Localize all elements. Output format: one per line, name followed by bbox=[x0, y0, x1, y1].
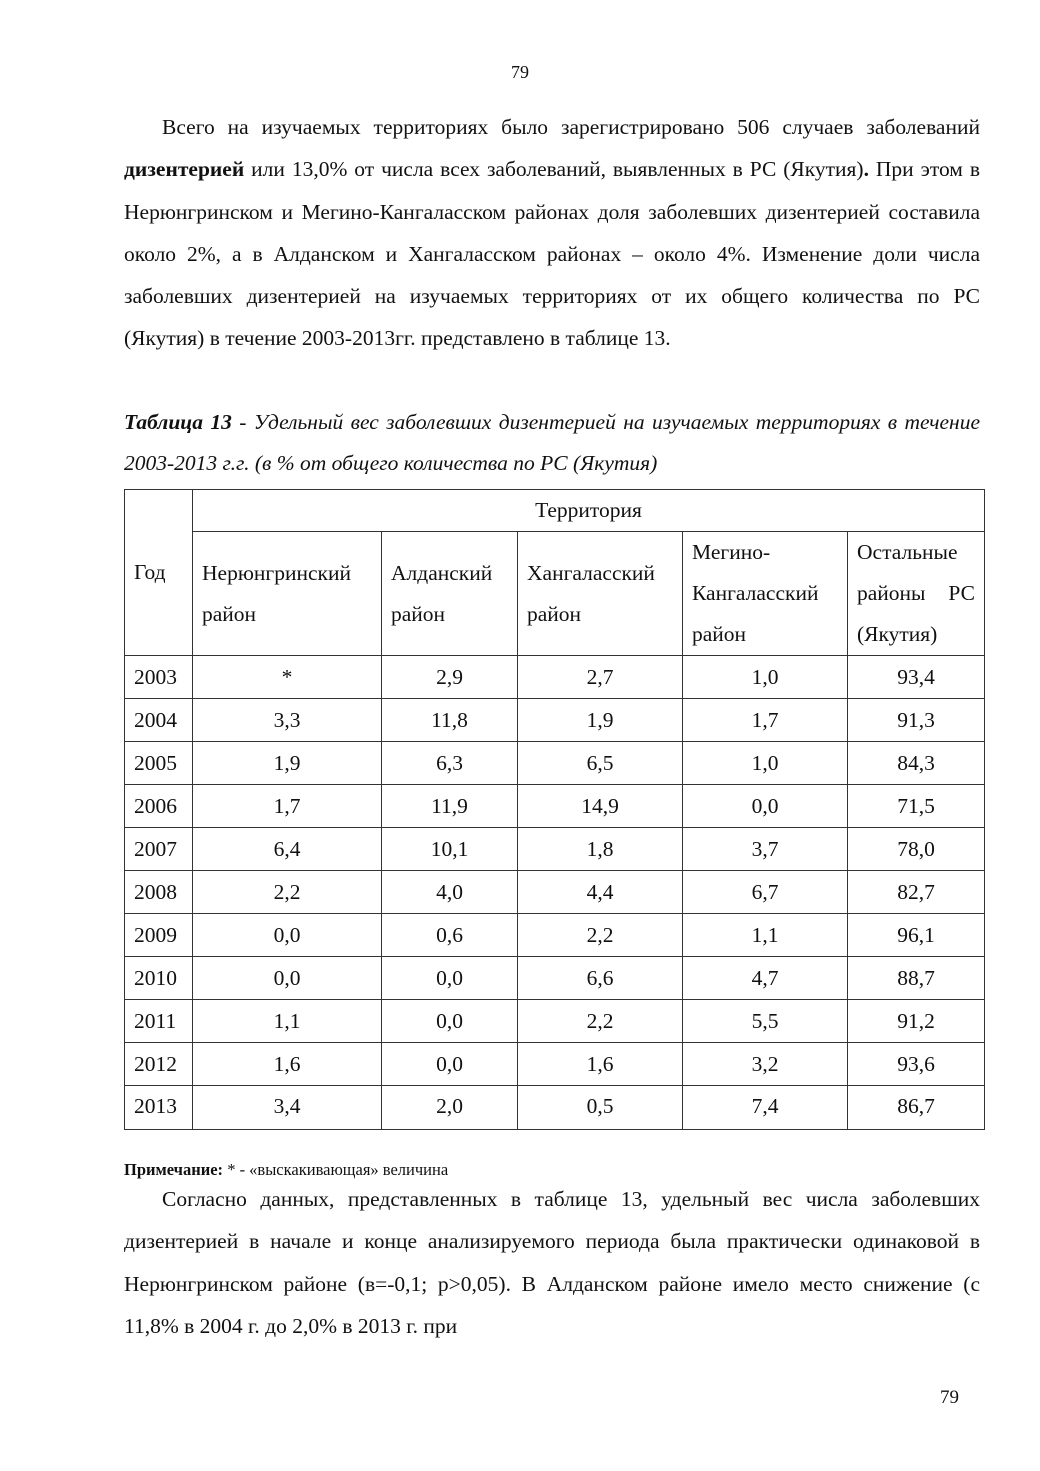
value-cell: 1,6 bbox=[193, 1043, 382, 1086]
table-note bbox=[124, 1160, 448, 1180]
value-cell: 96,1 bbox=[848, 914, 985, 957]
value-cell: 6,3 bbox=[382, 742, 518, 785]
value-cell: 14,9 bbox=[518, 785, 683, 828]
year-cell: 2009 bbox=[125, 914, 193, 957]
page-number-top: 79 bbox=[511, 62, 529, 82]
page-number-bottom: 79 bbox=[940, 1387, 959, 1408]
value-cell: 86,7 bbox=[848, 1086, 985, 1130]
value-cell: 1,7 bbox=[683, 699, 848, 742]
paragraph-analysis bbox=[124, 1178, 980, 1347]
value-cell: 71,5 bbox=[848, 785, 985, 828]
table-row bbox=[125, 957, 985, 1000]
value-cell: 1,0 bbox=[683, 742, 848, 785]
value-cell: 1,9 bbox=[193, 742, 382, 785]
year-cell: 2011 bbox=[125, 1000, 193, 1043]
value-cell: 1,9 bbox=[518, 699, 683, 742]
value-cell: 2,2 bbox=[518, 1000, 683, 1043]
value-cell: 0,0 bbox=[193, 914, 382, 957]
value-cell: 91,3 bbox=[848, 699, 985, 742]
table-row bbox=[125, 656, 985, 699]
year-cell: 2013 bbox=[125, 1086, 193, 1130]
value-cell: 1,1 bbox=[193, 1000, 382, 1043]
table-row bbox=[125, 828, 985, 871]
table-note-label: Примечание: bbox=[124, 1160, 224, 1179]
value-cell: 0,0 bbox=[382, 1043, 518, 1086]
value-cell: 3,3 bbox=[193, 699, 382, 742]
value-cell: 6,7 bbox=[683, 871, 848, 914]
table-note-text: * - «выскакивающая» величина bbox=[223, 1160, 449, 1179]
territory-header: Территория bbox=[193, 490, 985, 532]
value-cell: 6,4 bbox=[193, 828, 382, 871]
value-cell: 2,0 bbox=[382, 1086, 518, 1130]
value-cell: 2,7 bbox=[518, 656, 683, 699]
value-cell: 1,0 bbox=[683, 656, 848, 699]
value-cell: 11,9 bbox=[382, 785, 518, 828]
year-cell: 2004 bbox=[125, 699, 193, 742]
column-header-megino-kangalas: Мегино-Кангаласский район bbox=[683, 532, 848, 656]
value-cell: 3,2 bbox=[683, 1043, 848, 1086]
year-cell: 2012 bbox=[125, 1043, 193, 1086]
table-row bbox=[125, 1000, 985, 1043]
value-cell: 0,0 bbox=[382, 1000, 518, 1043]
value-cell: 1,6 bbox=[518, 1043, 683, 1086]
year-cell: 2005 bbox=[125, 742, 193, 785]
table-caption-text: - Удельный вес заболевших дизентерией на изучаемых территориях в течение 2003-2013 г.г. (в % от общего количества по РС (Якутия) bbox=[124, 410, 981, 475]
table-row bbox=[125, 742, 985, 785]
value-cell: 82,7 bbox=[848, 871, 985, 914]
column-header-neryungri: Нерюнгринский район bbox=[193, 532, 382, 656]
year-cell: 2006 bbox=[125, 785, 193, 828]
paragraph-analysis-text: Согласно данных, представленных в таблице 13, удельный вес числа заболевших дизентерией в начале и конце анализируемого периода была практически одинаковой в Нерюнгринском районе (в=-0,1; р>0,05). В Алданском районе имело место снижение (с 11,8% в 2004 г. до 2,0% в 2013 г. при bbox=[124, 1187, 980, 1338]
value-cell: 5,5 bbox=[683, 1000, 848, 1043]
value-cell: 0,0 bbox=[683, 785, 848, 828]
value-cell: 0,0 bbox=[382, 957, 518, 1000]
value-cell: 0,6 bbox=[382, 914, 518, 957]
value-cell: 0,5 bbox=[518, 1086, 683, 1130]
year-cell: 2003 bbox=[125, 656, 193, 699]
data-table bbox=[124, 489, 985, 1130]
value-cell: 4,4 bbox=[518, 871, 683, 914]
value-cell: 6,5 bbox=[518, 742, 683, 785]
paragraph-intro-text-2: или 13,0% от числа всех заболеваний, выявленных в РС (Якутия) bbox=[244, 157, 864, 182]
value-cell: 2,2 bbox=[518, 914, 683, 957]
table-caption-label: Таблица 13 bbox=[124, 410, 232, 434]
paragraph-intro-text-1: Всего на изучаемых территориях было зарегистрировано 506 случаев заболеваний bbox=[162, 115, 980, 139]
column-header-khangalas: Хангаласский район bbox=[518, 532, 683, 656]
paragraph-intro-bold-1: дизентерией bbox=[124, 157, 245, 182]
value-cell: 2,9 bbox=[382, 656, 518, 699]
table-row bbox=[125, 914, 985, 957]
year-header: Год bbox=[125, 490, 193, 656]
table-body bbox=[125, 656, 985, 1130]
value-cell: 1,1 bbox=[683, 914, 848, 957]
column-header-other: Остальные районы РС (Якутия) bbox=[848, 532, 985, 656]
value-cell: 91,2 bbox=[848, 1000, 985, 1043]
value-cell: 3,4 bbox=[193, 1086, 382, 1130]
value-cell: 3,7 bbox=[683, 828, 848, 871]
value-cell: 2,2 bbox=[193, 871, 382, 914]
table-row bbox=[125, 1086, 985, 1130]
paragraph-intro bbox=[124, 106, 980, 360]
table-caption bbox=[124, 402, 980, 484]
table-row bbox=[125, 699, 985, 742]
value-cell: 11,8 bbox=[382, 699, 518, 742]
table-header-row-1 bbox=[125, 490, 985, 532]
table-row bbox=[125, 785, 985, 828]
value-cell: 4,0 bbox=[382, 871, 518, 914]
year-cell: 2007 bbox=[125, 828, 193, 871]
value-cell: 93,6 bbox=[848, 1043, 985, 1086]
paragraph-intro-text-3: При этом в Нерюнгринском и Мегино-Кангаласском районах доля заболевших дизентерией составила около 2%, а в Алданском и Хангаласском районах – около 4%. Изменение доли числа заболевших дизентерией на изучаемых территориях от их общего количества по РС (Якутия) в течение 2003-2013гг. представлено в таблице 13. bbox=[124, 157, 980, 351]
table-header-row-2 bbox=[125, 532, 985, 656]
table-row bbox=[125, 1043, 985, 1086]
value-cell: 78,0 bbox=[848, 828, 985, 871]
paragraph-intro-bold-2: . bbox=[863, 157, 869, 182]
value-cell: 7,4 bbox=[683, 1086, 848, 1130]
value-cell: 1,7 bbox=[193, 785, 382, 828]
value-cell: 84,3 bbox=[848, 742, 985, 785]
year-cell: 2010 bbox=[125, 957, 193, 1000]
value-cell: 4,7 bbox=[683, 957, 848, 1000]
column-header-aldan: Алданский район bbox=[382, 532, 518, 656]
value-cell: 6,6 bbox=[518, 957, 683, 1000]
value-cell: 0,0 bbox=[193, 957, 382, 1000]
table-row bbox=[125, 871, 985, 914]
value-cell: * bbox=[193, 656, 382, 699]
value-cell: 93,4 bbox=[848, 656, 985, 699]
value-cell: 10,1 bbox=[382, 828, 518, 871]
year-cell: 2008 bbox=[125, 871, 193, 914]
value-cell: 88,7 bbox=[848, 957, 985, 1000]
value-cell: 1,8 bbox=[518, 828, 683, 871]
